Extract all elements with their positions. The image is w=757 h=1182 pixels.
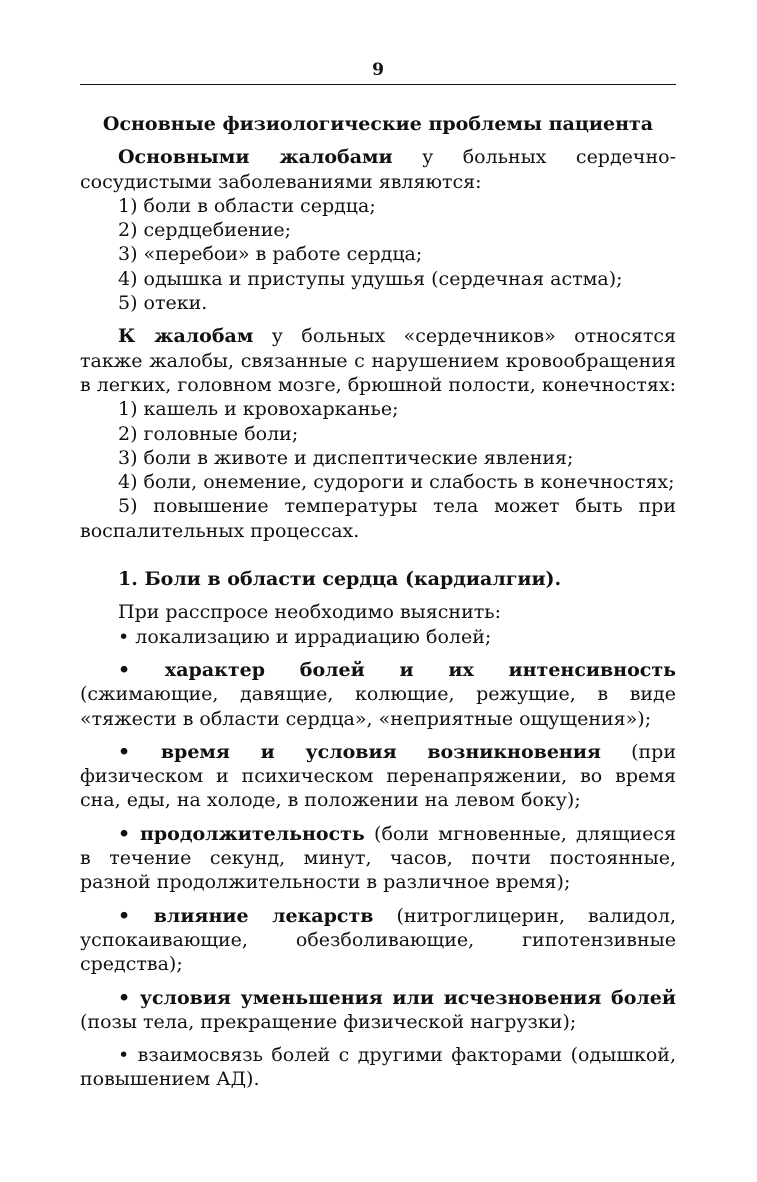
subheading-cardialgia: 1. Боли в области сердца (кардиалгии). — [118, 568, 562, 591]
header-rule — [80, 84, 676, 85]
complaints-bold-lead: Основными жалобами — [118, 146, 393, 169]
bullet-item — [80, 822, 676, 895]
bullet-text: (позы тела, прекращение физической нагрузки); — [80, 1010, 577, 1033]
section-title: Основные физиологические проблемы пациента — [102, 113, 654, 135]
complaint-item: 1) боли в области сердца; — [118, 194, 376, 217]
bullet-bold-lead: • характер болей и их интенсивность — [118, 658, 676, 681]
bullet-text: (нитроглицерин, валидол, успокаивающие, обезболивающие, гипотензивные средства); — [80, 904, 676, 976]
bullet-text: (сжимающие, давящие, колющие, режущие, в виде «тяжести в области сердца», «неприятные ощущения»); — [80, 683, 676, 730]
additional-complaints-bold-lead: К жалобам — [118, 325, 254, 348]
complaints-paragraph — [80, 145, 676, 194]
additional-complaint-item: 1) кашель и кровохарканье; — [118, 398, 399, 421]
bullet-text: (боли мгновенные, длящиеся в течение секунд, минут, часов, почти постоянные, разной продолжительности в различное время); — [80, 822, 677, 894]
complaint-item: 4) одышка и приступы удушья (сердечная астма); — [118, 267, 623, 290]
bullet-text: • взаимосвязь болей с другими факторами (одышкой, повышением АД). — [80, 1044, 676, 1091]
bullet-bold-lead: • продолжительность — [118, 822, 365, 845]
page-body — [80, 112, 676, 1092]
additional-complaint-item: 2) головные боли; — [118, 422, 299, 445]
complaints-text: у больных сердечно-сосудистыми заболеваниями являются: — [80, 146, 676, 193]
bullet-item — [80, 904, 676, 977]
bullet-item — [80, 1043, 676, 1092]
bullet-item — [80, 740, 676, 813]
page-number: 9 — [372, 60, 384, 80]
additional-complaint-item: 3) боли в животе и диспептические явления; — [118, 446, 574, 469]
bullet-item — [80, 625, 676, 649]
bullet-text: (при физическом и психическом перенапряжении, во время сна, еды, на холоде, в положении на левом боку); — [80, 740, 676, 812]
bullet-bold-lead: • время и условия возникновения — [118, 740, 601, 763]
additional-complaints-paragraph — [80, 324, 676, 397]
bullet-bold-lead: • условия уменьшения или исчезновения болей — [118, 986, 676, 1009]
bullet-text: • локализацию и иррадиацию болей; — [118, 625, 492, 648]
complaint-item: 5) отеки. — [118, 292, 208, 315]
additional-complaint-item: 5) повышение температуры тела может быть при воспалительных процессах. — [80, 495, 676, 542]
bullet-item — [80, 658, 676, 731]
additional-complaints-text: у больных «сердечников» относятся также жалобы, связанные с нарушением кровообращения в легких, головном мозге, брюшной полости, конечностях: — [80, 325, 676, 396]
inquiry-intro: При расспросе необходимо выяснить: — [118, 601, 501, 624]
complaint-item: 3) «перебои» в работе сердца; — [118, 243, 423, 266]
bullet-item — [80, 986, 676, 1035]
complaint-item: 2) сердцебиение; — [118, 219, 292, 242]
bullet-bold-lead: • влияние лекарств — [118, 904, 374, 927]
additional-complaint-item: 4) боли, онемение, судороги и слабость в конечностях; — [118, 471, 675, 494]
